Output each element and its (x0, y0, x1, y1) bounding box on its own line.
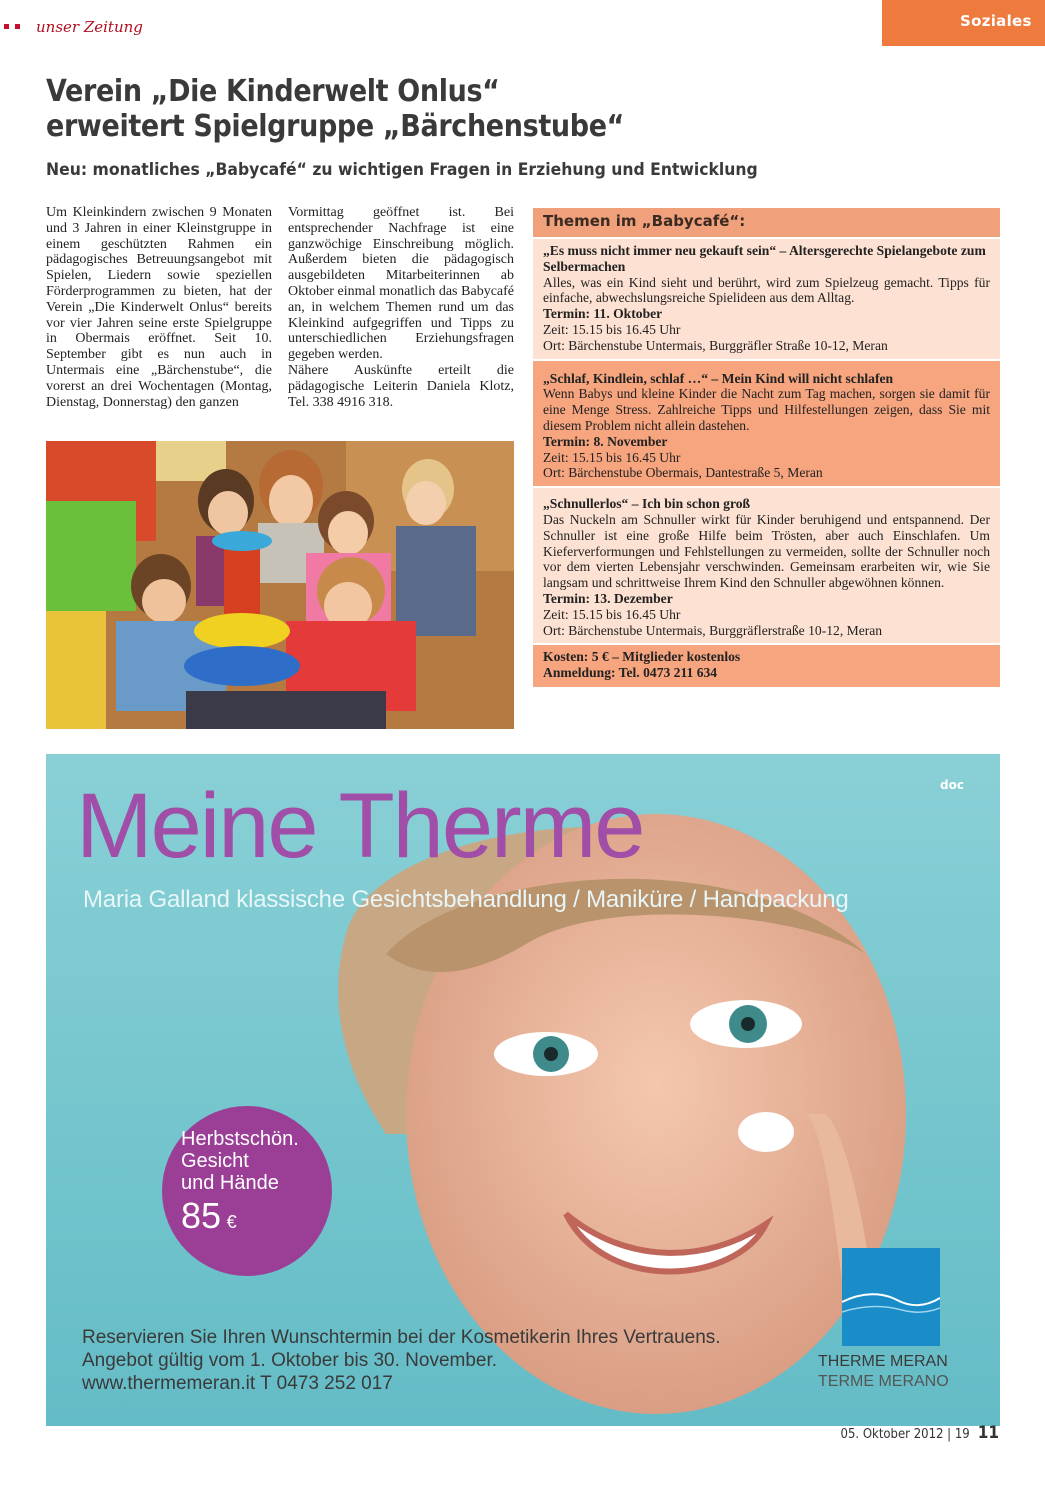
brand-name-de: THERME MERAN (818, 1353, 948, 1370)
topic-1 (533, 239, 1000, 359)
badge-line-2: Gesicht (181, 1150, 249, 1172)
column-2-contact: Nähere Auskünfte erteilt die pädagogische Leiterin Daniela Klotz, Tel. 338 4916 318. (288, 362, 514, 410)
topic-1-termin: Termin: 11. Oktober (543, 306, 663, 322)
babycafe-topics-box (533, 208, 1000, 687)
therme-logo-icon (842, 1248, 940, 1346)
ad-headline: Meine Therme (76, 775, 644, 877)
topic-3-ort: Ort: Bärchenstube Untermais, Burggräflerstraße 10-12, Meran (543, 622, 883, 638)
badge-price-row (181, 1194, 332, 1238)
topic-2-title: „Schlaf, Kindlein, schlaf …“ – Mein Kind will nicht schlafen (543, 370, 894, 386)
badge-price: 85 (181, 1195, 222, 1236)
section-label: Soziales (882, 0, 1045, 46)
ad-footer-line-2: Angebot gültig vom 1. Oktober bis 30. November. (82, 1350, 498, 1371)
issue-date: 05. Oktober 2012 | 19 (840, 1427, 970, 1442)
title-line-2: erweitert Spielgruppe „Bärchenstube“ (46, 109, 625, 144)
topic-2-text: Wenn Babys und kleine Kinder die Nacht zum Tag machen, sorgen sie damit für eine Menge Stress. Zahlreiche Tipps und Hilfestellungen zeigen, dass Sie mit diesem Problem nicht allein dastehen. (543, 386, 990, 433)
costs-registration (533, 645, 1000, 687)
topic-2-ort: Ort: Bärchenstube Obermais, Dantestraße 5, Meran (543, 465, 823, 481)
ad-contact[interactable]: www.thermemeran.it T 0473 252 017 (82, 1373, 393, 1394)
magazine-logo: unser Zeitung (36, 18, 143, 36)
registration-phone: Anmeldung: Tel. 0473 211 634 (543, 665, 718, 681)
topic-1-text: Alles, was ein Kind sieht und berührt, wird zum Spielzeug gemacht. Tipps für einfache, abwechslungsreiche Spielideen aus dem Alltag. (543, 274, 990, 306)
header-marker (4, 24, 20, 29)
costs-text: Kosten: 5 € – Mitglieder kostenlos (543, 649, 741, 665)
topic-3-zeit: Zeit: 15.15 bis 16.45 Uhr (543, 606, 681, 622)
article-column-1 (46, 205, 272, 410)
badge-currency: € (226, 1212, 237, 1232)
topic-3 (533, 488, 1000, 643)
column-1-text: Um Kleinkindern zwischen 9 Monaten und 3 Jahren in einer Kleinstgruppe in einem geschützten Rahmen ein pädagogisches Betreuungsangebot mit Spielen, Liedern sowie speziellen Förderprogrammen zu bieten, hat der Verein „Die Kinderwelt Onlus“ bereits vor vier Jahren seine erste Spielgruppe in Obermais eröffnet. Seit 10. September gibt es nun auch in Untermais eine „Bärchenstube“, die vorerst an drei Wochentagen (Montag, Dienstag, Donnerstag) den ganzen (46, 205, 272, 410)
ad-footer-line-1: Reservieren Sie Ihren Wunschtermin bei der Kosmetikerin Ihres Vertrauens. (82, 1327, 721, 1348)
page-footer (841, 1423, 999, 1443)
article-subtitle: Neu: monatliches „Babycafé“ zu wichtigen Fragen in Erziehung und Entwicklung (46, 160, 758, 180)
children-playing-photo (46, 441, 514, 729)
ad-subline: Maria Galland klassische Gesichtsbehandlung / Maniküre / Handpackung (83, 886, 849, 913)
therme-brand-name (818, 1352, 949, 1392)
offer-badge (162, 1106, 332, 1276)
page-number: 11 (977, 1423, 999, 1443)
title-line-1: Verein „Die Kinderwelt Onlus“ (46, 74, 500, 109)
ad-footer (82, 1326, 721, 1395)
article-title (46, 74, 856, 144)
column-2-text: Vormittag geöffnet ist. Bei entsprechender Nachfrage ist eine ganzwöchige Einschreibung möglich. Außerdem bieten die pädagogisch ausgebildeten Mitarbeiterinnen ab Oktober einmal monatlich das Babycafé an, in welchem Themen rund um das Kleinkind aufgegriffen und Tipps zu unterschiedlichen Erziehungsfragen gegeben werden. (288, 205, 514, 363)
badge-line-1: Herbstschön. (181, 1128, 299, 1150)
topic-2 (533, 361, 1000, 487)
topic-2-zeit: Zeit: 15.15 bis 16.45 Uhr (543, 449, 681, 465)
topic-1-title: „Es muss nicht immer neu gekauft sein“ – Altersgerechte Spielangebote zum Selbermachen (543, 243, 986, 274)
topic-3-text: Das Nuckeln am Schnuller wirkt für Kinder beruhigend und entspannend. Der Schnuller ist eine große Hilfe beim Trösten, aber auch Einschlafen. Um Kieferverformungen und Fehlstellungen zu vermeiden, sollte der Schnuller noch vor dem vierten Lebensjahr verschwinden. Gemeinsam erarbeiten wir, wie Sie langsam und schrittweise Ihrem Kind den Schnuller abgewöhnen können. (543, 511, 990, 591)
agency-mark: doc (940, 778, 964, 792)
topic-3-termin: Termin: 13. Dezember (543, 590, 673, 606)
therme-advertisement (46, 754, 1000, 1426)
article-column-2 (288, 205, 514, 410)
topic-1-ort: Ort: Bärchenstube Untermais, Burggräfler Straße 10-12, Meran (543, 337, 888, 353)
topic-2-termin: Termin: 8. November (543, 433, 668, 449)
brand-name-it: TERME MERANO (818, 1373, 949, 1390)
wave-icon (842, 1248, 940, 1346)
photo-illustration (46, 441, 514, 729)
topic-1-zeit: Zeit: 15.15 bis 16.45 Uhr (543, 321, 681, 337)
badge-line-3: und Hände (181, 1172, 279, 1194)
babycafe-heading: Themen im „Babycafé“: (533, 208, 1000, 237)
topic-3-title: „Schnullerlos“ – Ich bin schon groß (543, 496, 751, 512)
